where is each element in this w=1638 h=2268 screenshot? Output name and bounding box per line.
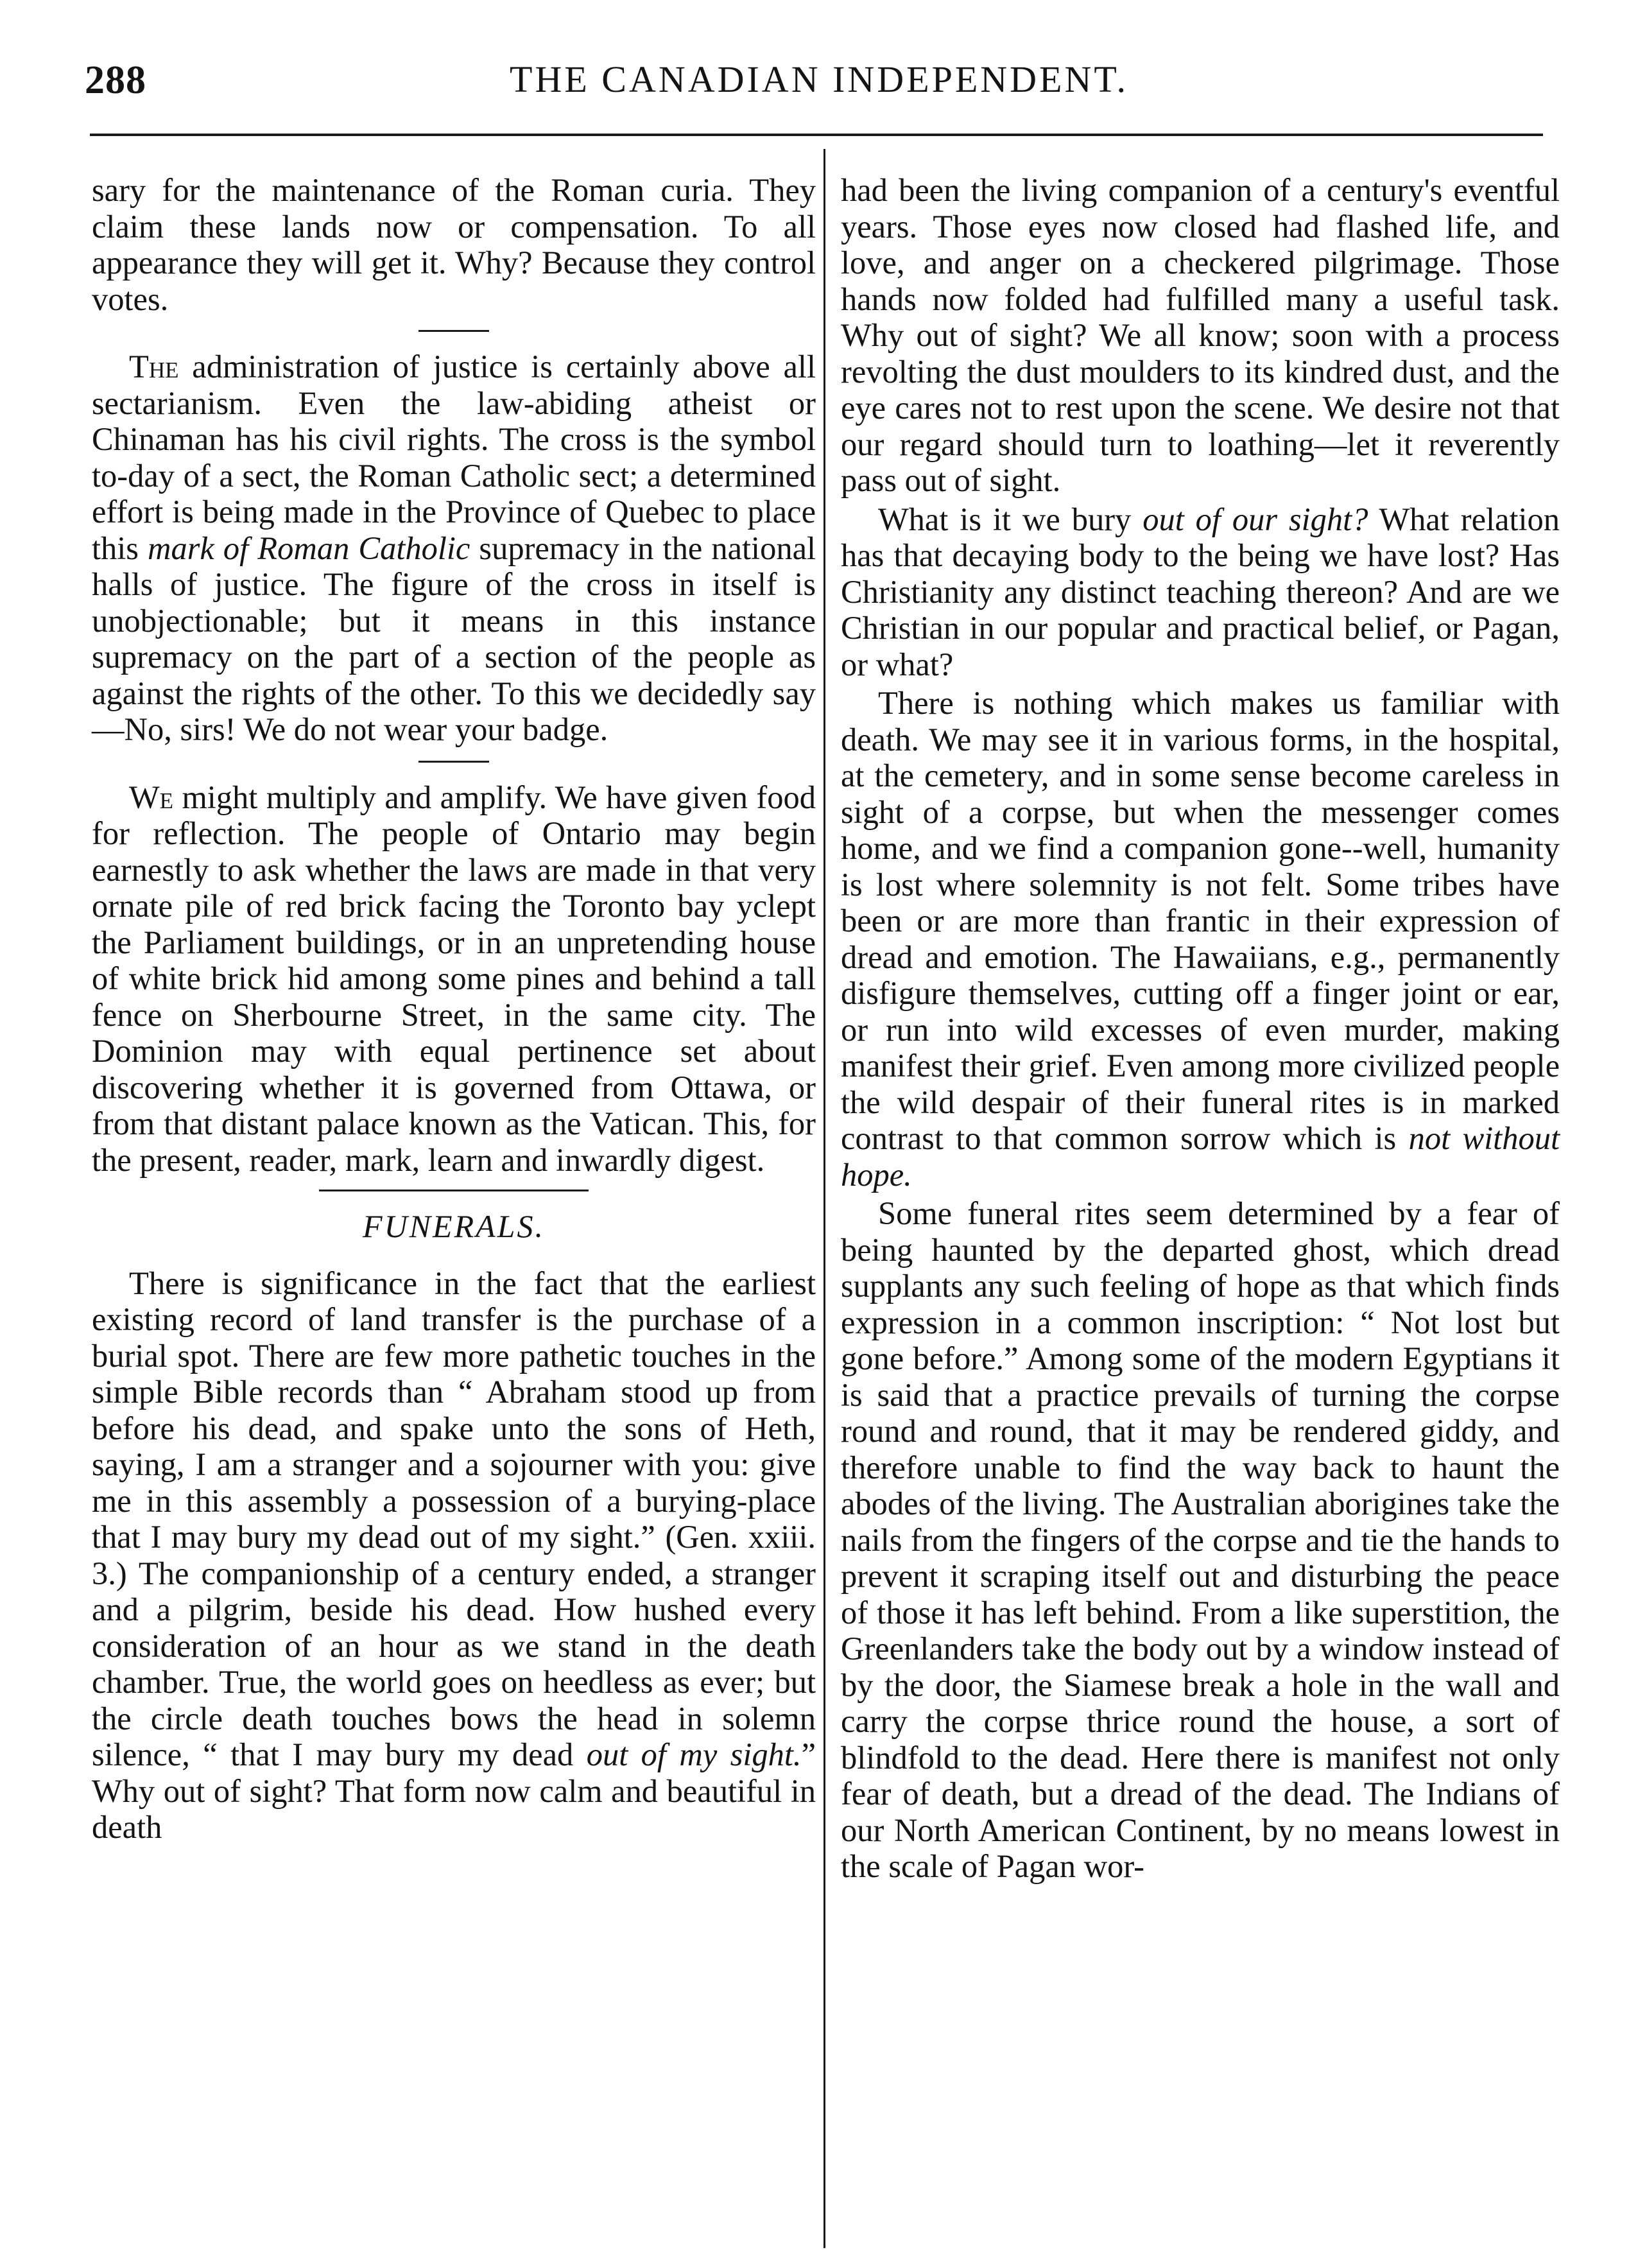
right-column (841, 172, 1560, 1885)
running-title: THE CANADIAN INDEPENDENT. (510, 58, 1128, 100)
short-separator (418, 761, 489, 763)
paragraph-burial-spot: There is significance in the fact that the earliest existing record of land transfer is the purchase of a burial spot. There are few more pathetic touches in the simple Bible records than “ Abraham stood up from before his dead, and spake unto the sons of Heth, saying, I am a stranger and a sojourner with you: give me in this assembly a possession of a burying-place that I may bury my dead out of my sight.” (Gen. xxiii. 3.) The companionship of a century ended, a stranger and a pilgrim, beside his dead. How hushed every consideration of an hour as we stand in the death chamber. True, the world goes on heedless as ever; but the circle death touches bows the head in solemn silence, “ that I may bury my dead out of my sight.” Why out of sight? That form now calm and beautiful in death (92, 1265, 816, 1845)
header-rule (90, 134, 1543, 136)
paragraph-familiar-with-death: There is nothing which makes us familiar with death. We may see it in various forms, in the hospital, at the cemetery, and in some sense become careless in sight of a corpse, but when the messenger comes home, and we find a companion gone--well, humanity is lost where solemnity is not felt. Some tribes have been or are more than frantic in their expression of dread and emotion. The Hawaiians, e.g., permanently disfigure themselves, cutting off a finger joint or ear, or run into wild excesses of even murder, making manifest their grief. Even among more civilized people the wild despair of their funeral rites is in marked contrast to that common sorrow which is not without hope. (841, 685, 1560, 1193)
lead-word: We (129, 779, 174, 815)
section-title-funerals: FUNERALS. (363, 1208, 545, 1244)
section-separator (319, 1190, 589, 1191)
paragraph-funeral-rites: Some funeral rites seem determined by a fear of being haunted by the departed ghost, which dread supplants any such feeling of hope as that which finds expression in a common inscription: “ Not lost but gone before.” Among some of the modern Egyptians it is said that a practice prevails of turning the corpse round and round, that it may be rendered giddy, and therefore unable to find the way back to haunt the abodes of the living. The Australian aborigines take the nails from the fingers of the corpse and tie the hands to prevent it scraping itself out and disturbing the peace of those it has left behind. From a like superstition, the Greenlanders take the body out by a window instead of by the door, the Siamese break a hole in the wall and carry the corpse thrice round the house, a sort of blindfold to the dead. Here there is manifest not only fear of death, but a dread of the dead. The Indians of our North American Continent, by no means lowest in the scale of Pagan wor- (841, 1195, 1560, 1884)
paragraph-what-we-bury: What is it we bury out of our sight? What relation has that decaying body to the being we have lost? Has Christianity any distinct teaching thereon? And are we Christian in our popular and practical belief, or Pagan, or what? (841, 501, 1560, 682)
paragraph-roman-curia: sary for the maintenance of the Roman curia. They claim these lands now or compensation. To all appearance they will get it. Why? Because they control votes. (92, 172, 816, 317)
paragraph-living-companion: had been the living companion of a century's eventful years. Those eyes now closed had flashed life, and love, and anger on a checkered pilgrimage. Those hands now folded had fulfilled many a useful task. Why out of sight? We all know; soon with a process revolting the dust moulders to its kindred dust, and the eye cares not to rest upon the scene. We desire not that our regard should turn to loathing—let it reverently pass out of sight. (841, 172, 1560, 498)
paragraph-administration-of-justice: The administration of justice is certainly above all sectarianism. Even the law-abiding atheist or Chinaman has his civil rights. The cross is the symbol to-day of a sect, the Roman Catholic sect; a determined effort is being made in the Province of Quebec to place this mark of Roman Catholic supremacy in the national halls of justice. The figure of the cross in itself is unobjectionable; but it means in this instance supremacy on the part of a section of the people as against the rights of the other. To this we decidedly say—No, sirs! We do not wear your badge. (92, 349, 816, 747)
paragraph-multiply-and-amplify: We might multiply and amplify. We have given food for reflection. The people of Ontario may begin earnestly to ask whether the laws are made in that very ornate pile of red brick facing the Toronto bay yclept the Parliament buildings, or in an unpretending house of white brick hid among some pines and behind a tall fence on Sherbourne Street, in the same city. The Dominion may with equal pertinence set about discovering whether it is governed from Ottawa, or from that distant palace known as the Vatican. This, for the present, reader, mark, learn and inwardly digest. (92, 779, 816, 1178)
left-column (92, 172, 816, 1846)
page-number: 288 (85, 58, 146, 102)
lead-word: The (129, 349, 179, 385)
column-divider (823, 149, 825, 2248)
short-separator (418, 330, 489, 332)
